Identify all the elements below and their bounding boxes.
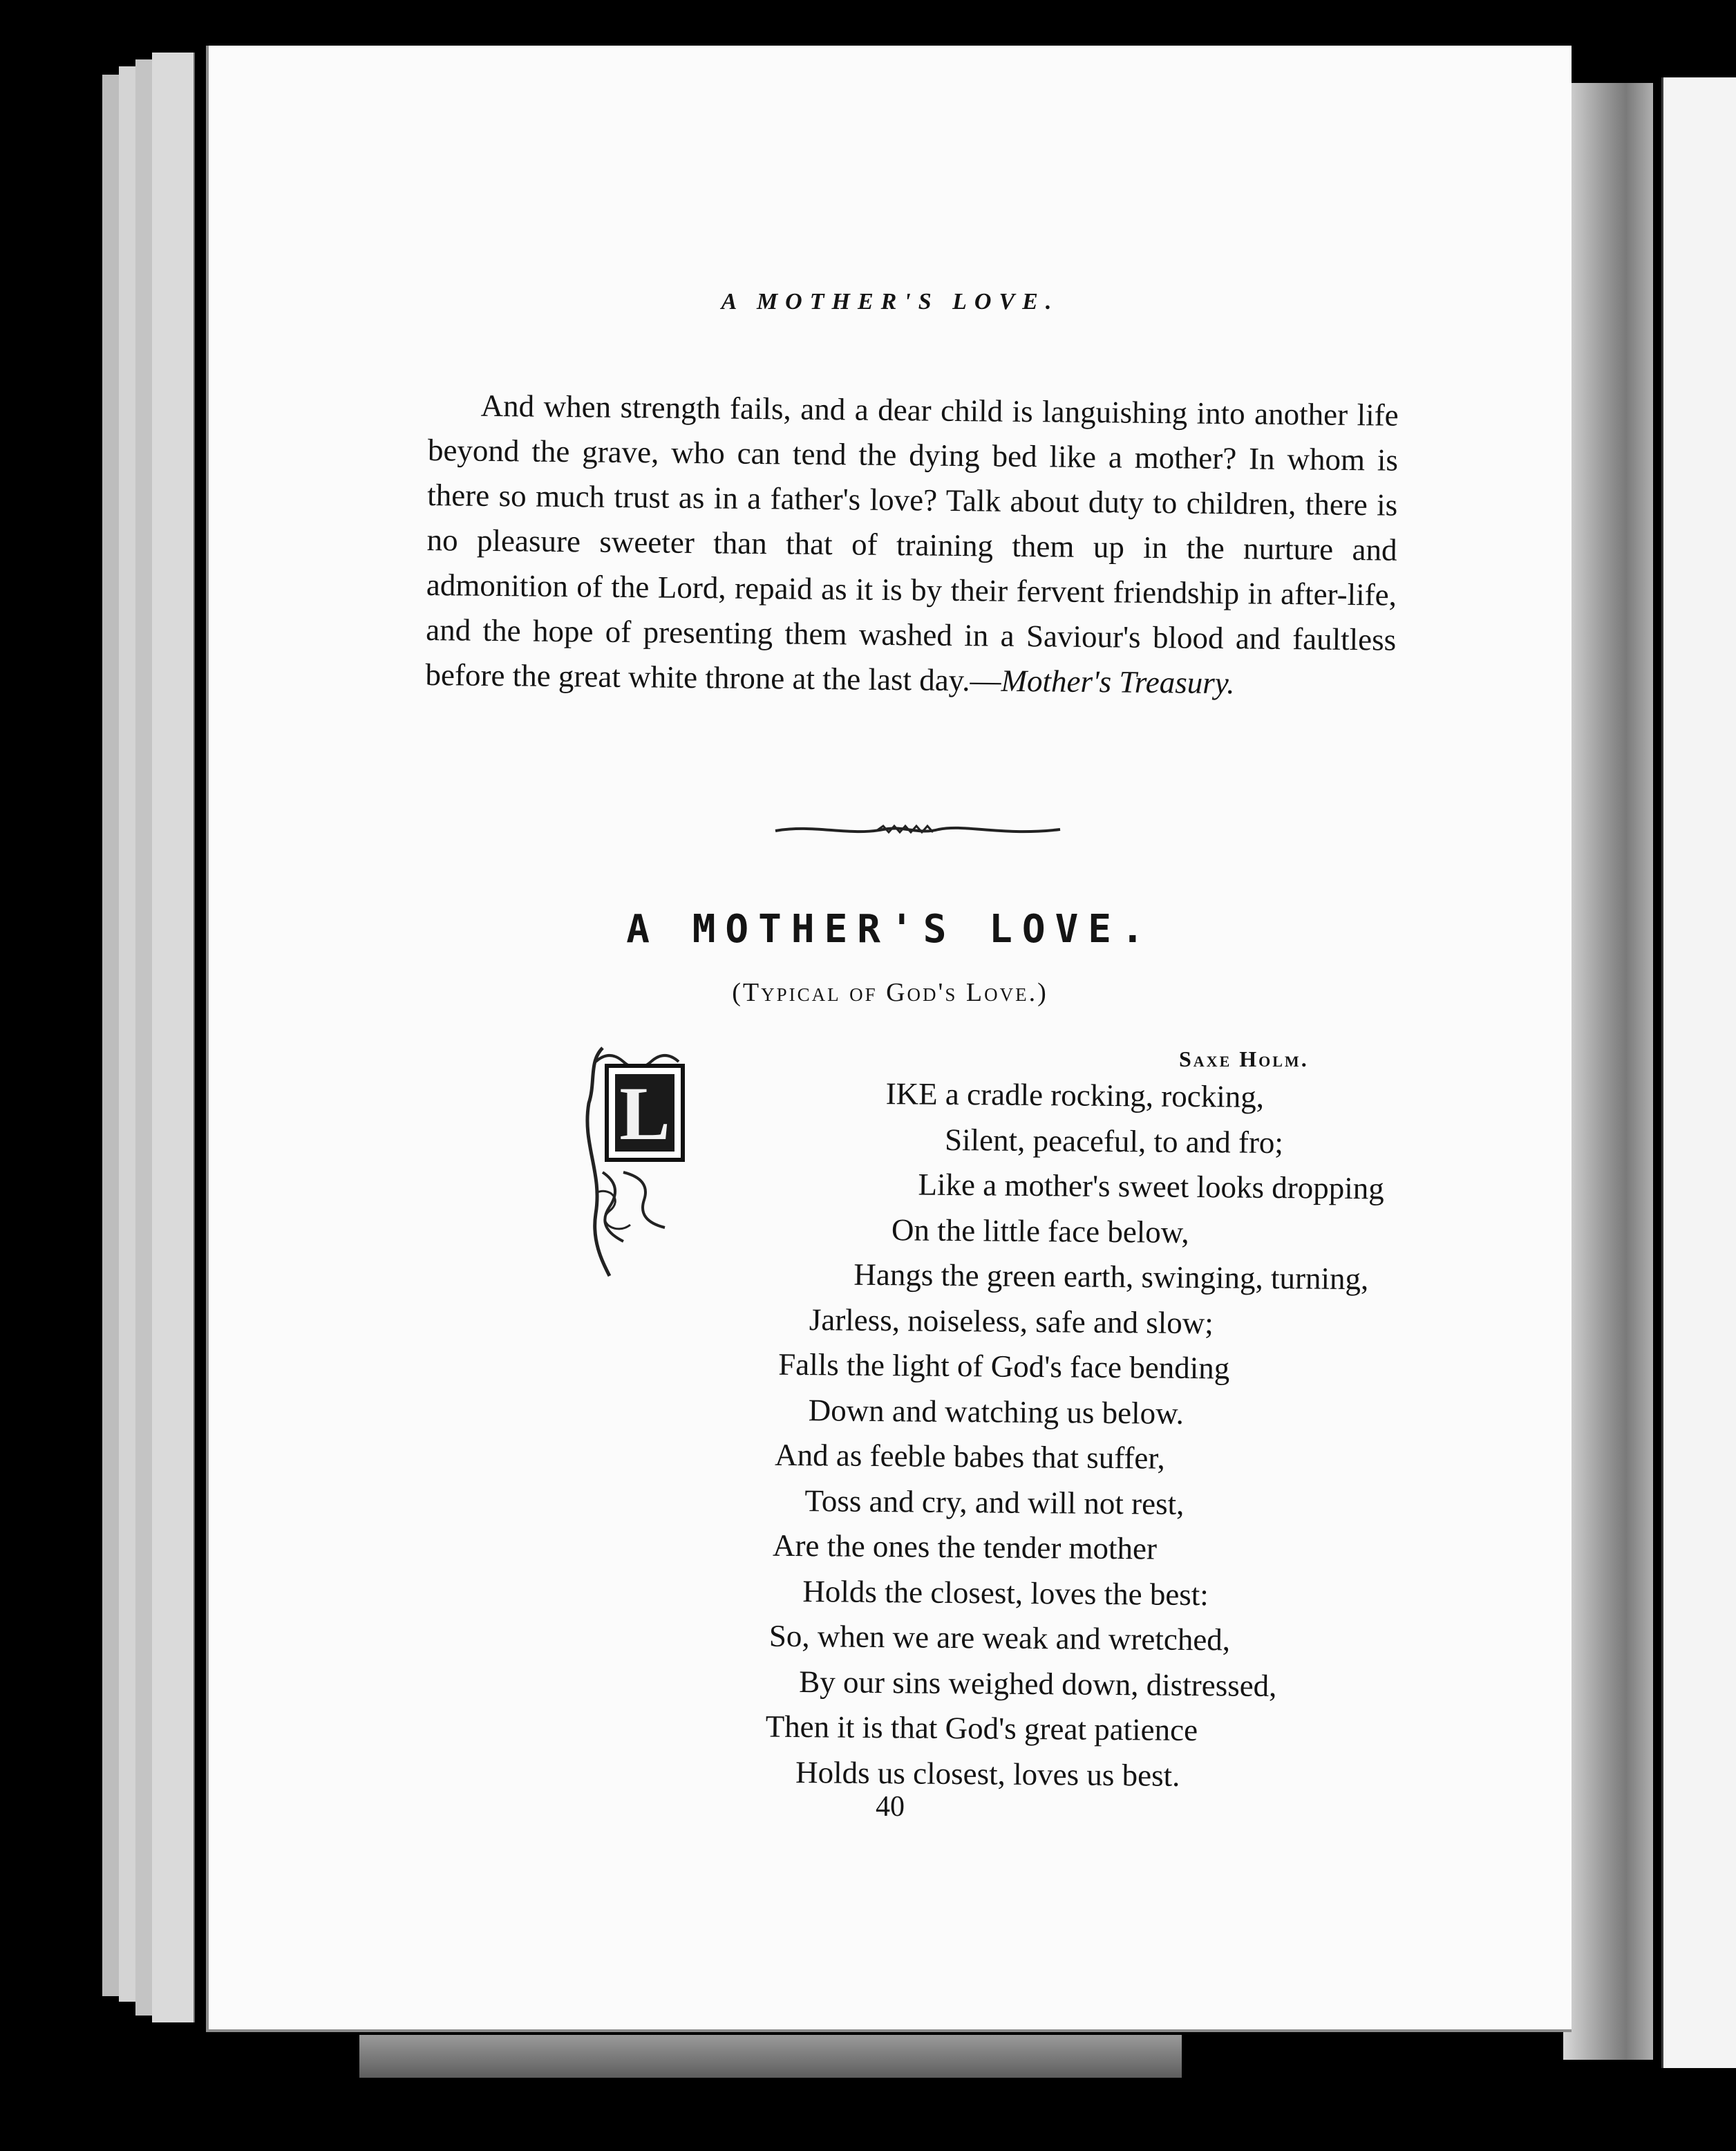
book-base-shadow (359, 2035, 1182, 2078)
poem-line: By our sins weighed down, distressed, (799, 1664, 1277, 1703)
poem-line: Holds us closest, loves us best. (795, 1754, 1180, 1793)
poem-author: Saxe Holm. (1179, 1046, 1309, 1071)
prose-paragraph (425, 383, 1399, 708)
poem-subtitle: (Typical of God's Love.) (732, 978, 1048, 1007)
poem-line: Like a mother's sweet looks dropping (918, 1167, 1384, 1206)
poem-line: And as feeble babes that suffer, (774, 1437, 1165, 1476)
poem-line: Down and watching us below. (808, 1392, 1185, 1431)
prose-passage (425, 383, 1399, 708)
poem-line: Hangs the green earth, swinging, turning, (853, 1257, 1369, 1297)
poem-line: IKE a cradle rocking, rocking, (885, 1076, 1265, 1114)
page-number: 40 (876, 1791, 905, 1823)
prose-text: And when strength fails, and a dear child is languishing into another life beyond the grave, who can tend the dying bed like a mother? In whom is there so much trust as in a father's love? Talk about duty to children, there is no pleasure sweeter than that of training them up in the nurture and admonition of the Lord, repaid as it is by their fervent friendship in after-life, and the hope of presenting them washed in a Saviour's blood and faultless before the great white throne at the last day.— (425, 388, 1399, 698)
poem-line: Then it is that God's great patience (765, 1709, 1198, 1748)
ornament-divider (773, 820, 1063, 840)
poem-line: Holds the closest, loves the best: (802, 1573, 1209, 1612)
poem-line: Toss and cry, and will not rest, (804, 1483, 1185, 1521)
poem-line: Jarless, noiseless, safe and slow; (809, 1302, 1214, 1340)
poem-line: Silent, peaceful, to and fro; (944, 1122, 1284, 1160)
poem-line: Are the ones the tender mother (772, 1528, 1158, 1566)
poem-title: A MOTHER'S LOVE. (626, 907, 1154, 952)
prose-attribution: Mother's Treasury. (1001, 663, 1235, 701)
poem-body (555, 1069, 1529, 1801)
poem-line: So, when we are weak and wretched, (768, 1618, 1231, 1657)
poem-line: On the little face below, (891, 1212, 1189, 1250)
facing-page-edge (1661, 77, 1736, 2068)
page-edge (152, 53, 195, 2022)
running-head: A MOTHER'S LOVE. (721, 289, 1059, 314)
poem-line: Falls the light of God's face bending (778, 1346, 1230, 1386)
gutter-shadow (1563, 83, 1653, 2060)
book-page (206, 46, 1572, 2032)
initial-letter: L (619, 1071, 670, 1156)
